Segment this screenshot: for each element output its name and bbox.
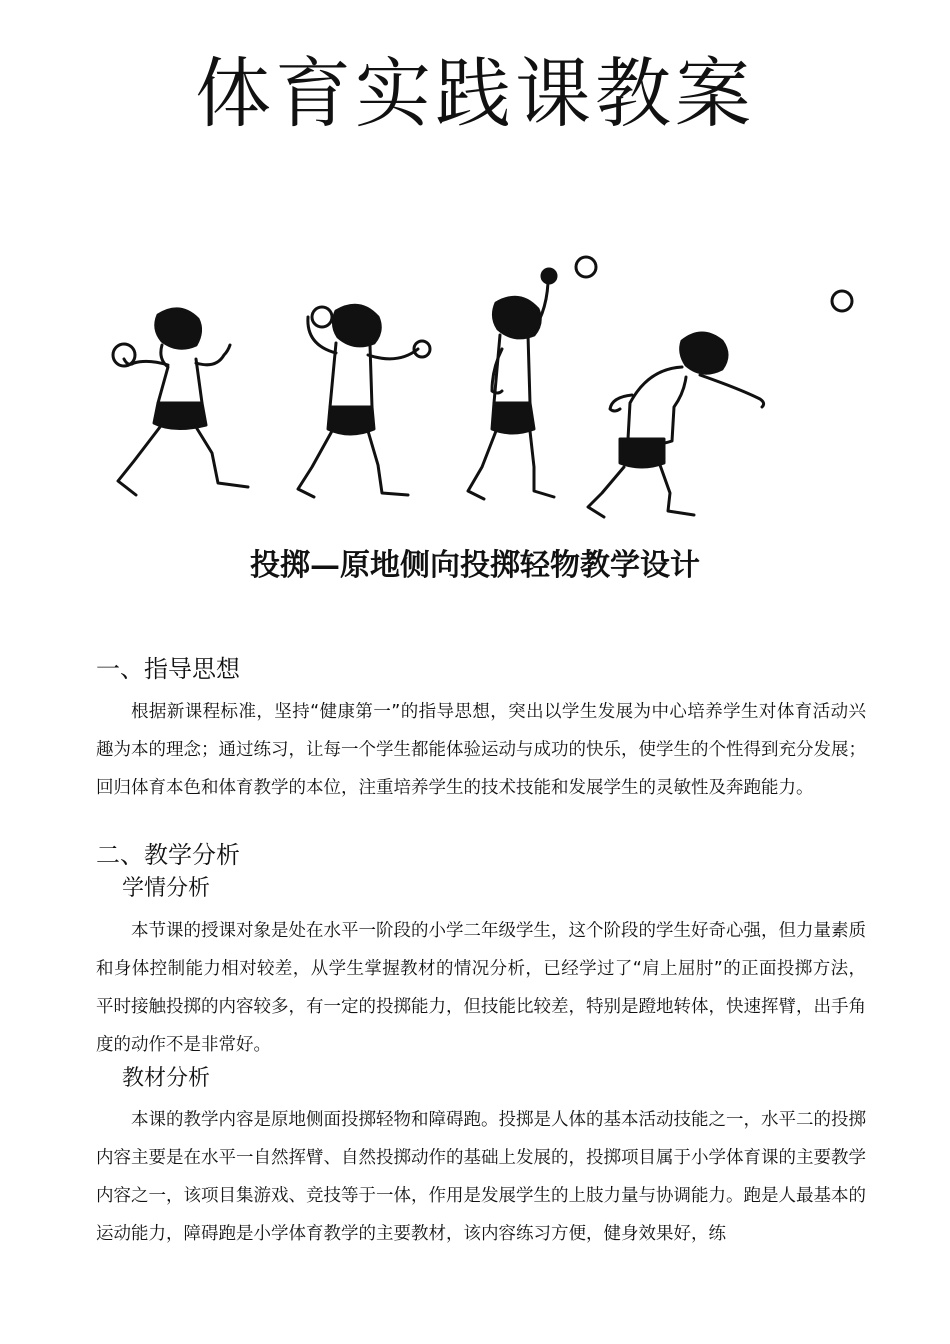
- figure-4-follow-through: [588, 291, 852, 517]
- figure-2-arm-raised: [298, 305, 430, 497]
- document-subtitle: 投掷—原地侧向投掷轻物教学设计: [250, 548, 700, 583]
- figure-1-wind-up: [113, 309, 248, 495]
- section-heading-analysis: 二、教学分析: [96, 841, 240, 869]
- subheading-materials: 教材分析: [122, 1066, 211, 1091]
- figure-3-reach: [468, 257, 596, 499]
- throwing-sequence-illustration: [100, 245, 870, 535]
- paragraph-guiding: 根据新课程标准，坚持“健康第一”的指导思想，突出以学生发展为中心培养学生对体育活动兴趣为本的理念；通过练习，让每一个学生都能体验运动与成功的快乐，使学生的个性得到充分发展；回归体育本色和体育教学的本位，注重培养学生的技术技能和发展学生的灵敏性及奔跑能力。: [96, 702, 866, 798]
- document-title: 体育实践课教案: [195, 49, 755, 138]
- paragraph-students: 本节课的授课对象是处在水平一阶段的小学二年级学生，这个阶段的学生好奇心强，但力量素质和身体控制能力相对较差，从学生掌握教材的情况分析，已经学过了“肩上屈肘”的正面投掷方法，平时接触投掷的内容较多，有一定的投掷能力，但技能比较差，特别是蹬地转体，快速挥臂，出手角度的动作不是非常好。: [96, 921, 866, 1055]
- section-heading-guiding: 一、指导思想: [96, 655, 240, 683]
- paragraph-materials: 本课的教学内容是原地侧面投掷轻物和障碍跑。投掷是人体的基本活动技能之一，水平二的投掷内容主要是在水平一自然挥臂、自然投掷动作的基础上发展的，投掷项目属于小学体育课的主要教学内容之一，该项目集游戏、竞技等于一体，作用是发展学生的上肢力量与协调能力。跑是人最基本的运动能力，障碍跑是小学体育教学的主要教材，该内容练习方便，健身效果好，练: [96, 1110, 866, 1244]
- subheading-students: 学情分析: [122, 876, 211, 901]
